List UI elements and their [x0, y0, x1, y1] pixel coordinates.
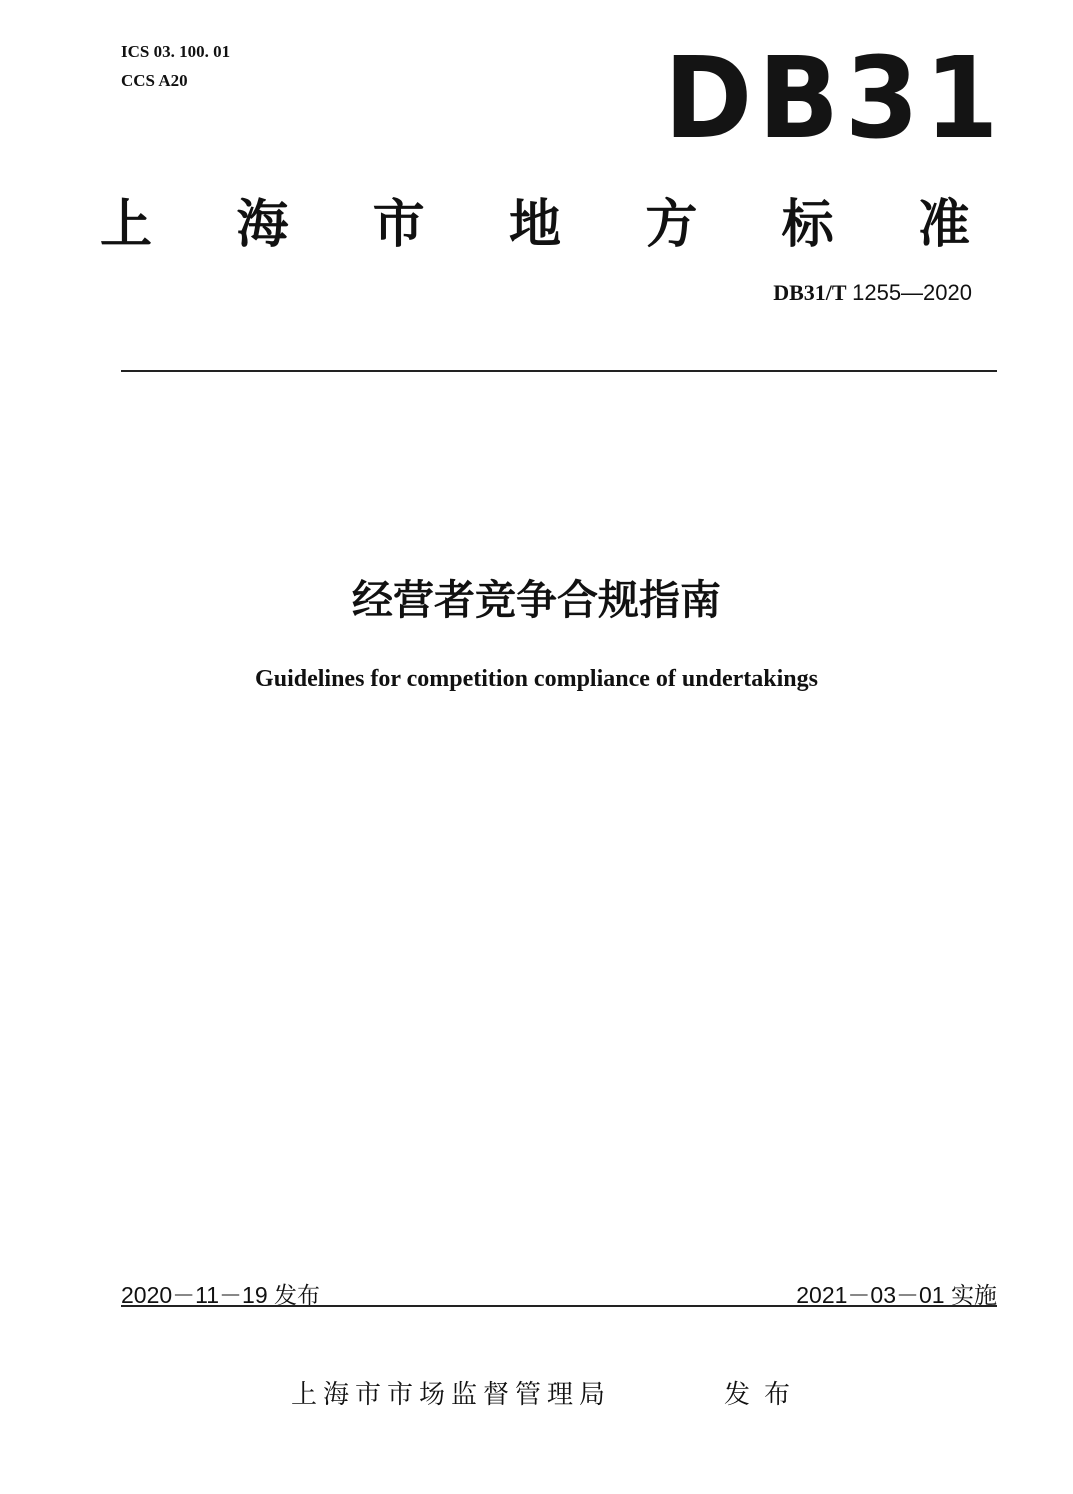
ccs-code: CCS A20 — [121, 71, 188, 90]
local-standard-banner — [100, 190, 970, 260]
db31-logo: DB31 — [664, 34, 1005, 164]
banner-char: 上 — [100, 195, 153, 255]
banner-char: 市 — [372, 195, 425, 255]
ics-code: ICS 03. 100. 01 — [121, 42, 231, 61]
standard-serial: 1255—2020 — [852, 280, 972, 305]
footer-divider — [121, 1305, 997, 1307]
banner-char: 海 — [236, 195, 289, 255]
banner-char: 标 — [781, 195, 834, 255]
banner-char: 地 — [508, 195, 561, 255]
title-english: Guidelines for competition compliance of undertakings — [255, 666, 818, 692]
banner-char: 方 — [645, 195, 698, 255]
issue-date: 2020－11－19 发布 — [121, 1282, 321, 1308]
header-divider — [121, 370, 997, 372]
title-chinese: 经营者竞争合规指南 — [352, 576, 721, 624]
standard-prefix: DB31/T — [773, 280, 847, 305]
banner-char: 准 — [917, 195, 970, 255]
publisher-name: 上海市市场监督管理局 — [291, 1380, 612, 1410]
publish-label: 发布 — [724, 1380, 805, 1410]
effective-date: 2021－03－01 实施 — [796, 1282, 997, 1308]
standard-number — [773, 280, 972, 306]
